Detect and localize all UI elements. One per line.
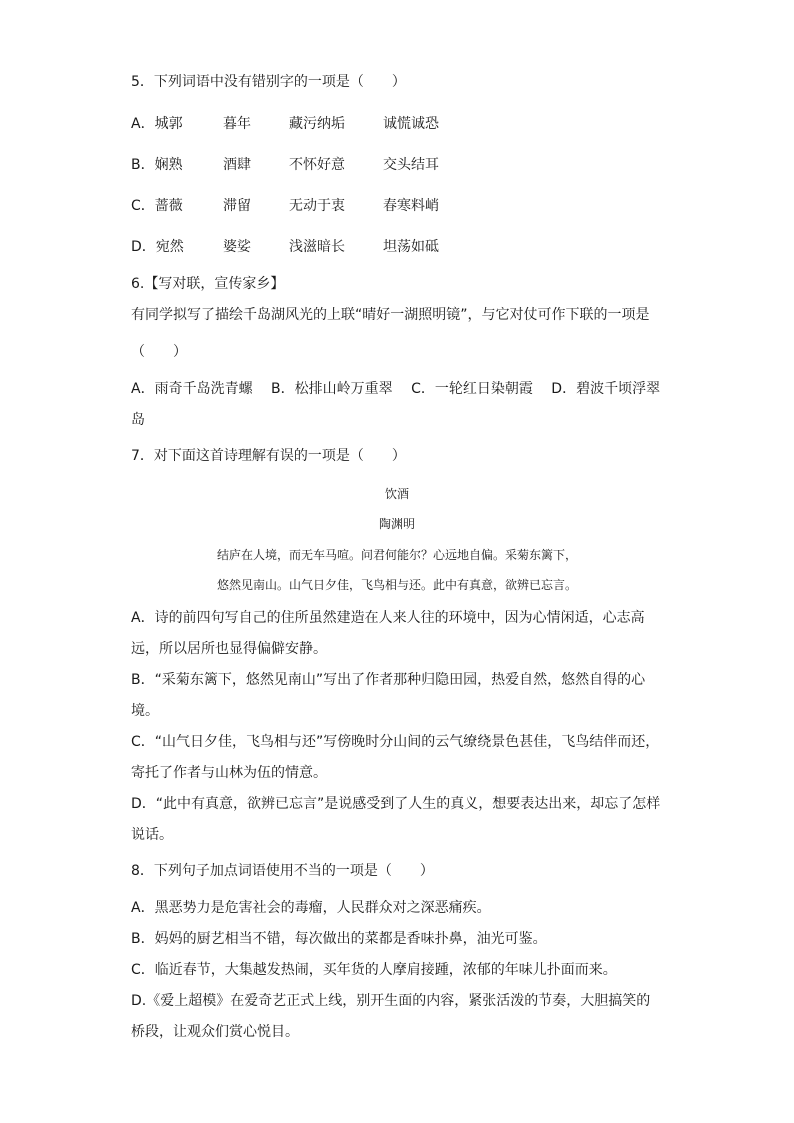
q8-option-d: D.《爱上超模》在爱奇艺正式上线，别开生面的内容，紧张活泼的节奏，大胆搞笑的 (131, 993, 651, 1009)
option-word: 藏污纳垢 (289, 116, 345, 132)
option-label: D．宛然 (131, 239, 184, 255)
poem-title: 饮酒 (384, 487, 409, 501)
q7-option-b: B．“采菊东篱下，悠然见南山”写出了作者那种归隐田园，热爱自然，悠然自得的心 (131, 672, 646, 688)
q6-paren: （ ） (131, 344, 187, 360)
q6-stem: 有同学拟写了描绘千岛湖风光的上联“晴好一湖照明镜”，与它对仗可作下联的一项是 (131, 307, 650, 323)
option-word: 婆娑 (223, 239, 251, 255)
poem-author: 陶渊明 (378, 517, 415, 531)
q7-stem: 7．对下面这首诗理解有误的一项是（ ） (131, 448, 406, 464)
option-label: B．娴熟 (131, 157, 183, 173)
option-word: 春寒料峭 (383, 198, 439, 214)
q8-option-a: A．黑恶势力是危害社会的毒瘤，人民群众对之深恶痛疾。 (131, 900, 491, 916)
option-word: 坦荡如砥 (383, 239, 439, 255)
q6-heading: 6.【写对联，宣传家乡】 (131, 276, 285, 292)
option-word: 诚慌诚恐 (383, 116, 439, 132)
q8-option-d-cont: 桥段，让观众们赏心悦目。 (131, 1024, 299, 1040)
poem-line: 结庐在人境，而无车马喧。问君何能尔？心远地自偏。采菊东篱下， (216, 548, 577, 562)
option-word: 滞留 (223, 198, 251, 214)
option-word: 不怀好意 (289, 157, 345, 173)
option-word: 酒肆 (223, 157, 251, 173)
option-label: C．蔷薇 (131, 198, 183, 214)
q8-stem: 8．下列句子加点词语使用不当的一项是（ ） (131, 863, 434, 879)
option-word: 浅滋暗长 (289, 239, 345, 255)
q6-options-wrap: 岛 (131, 412, 145, 428)
q7-option-d: D．“此中有真意，欲辨已忘言”是说感受到了人生的真义，想要表达出来，却忘了怎样 (131, 796, 661, 812)
option-word: 交头结耳 (383, 157, 439, 173)
option-label: A．城郭 (131, 116, 183, 132)
q7-option-a-cont: 远，所以居所也显得偏僻安静。 (131, 641, 327, 657)
q8-option-c: C．临近春节，大集越发热闹，买年货的人摩肩接踵，浓郁的年味儿扑面而来。 (131, 962, 617, 978)
q6-options: A．雨奇千岛洗青螺 B．松排山岭万重翠 C．一轮红日染朝霞 D．碧波千顷浮翠 (131, 381, 661, 397)
poem-line: 悠然见南山。山气日夕佳，飞鸟相与还。此中有真意，欲辨已忘言。 (216, 578, 577, 592)
q8-option-b: B．妈妈的厨艺相当不错，每次做出的菜都是香味扑鼻，油光可鉴。 (131, 931, 547, 947)
q5-stem: 5．下列词语中没有错别字的一项是（ ） (131, 74, 406, 90)
q7-option-a: A．诗的前四句写自己的住所虽然建造在人来人往的环境中，因为心情闲适，心志高 (131, 610, 645, 626)
q7-option-d-cont: 说话。 (131, 827, 173, 843)
q7-option-b-cont: 境。 (131, 703, 159, 719)
q7-option-c-cont: 寄托了作者与山林为伍的情意。 (131, 765, 327, 781)
option-word: 无动于衷 (289, 198, 345, 214)
q7-option-c: C．“山气日夕佳，飞鸟相与还”写傍晚时分山间的云气缭绕景色甚佳，飞鸟结伴而还， (131, 734, 660, 750)
option-word: 暮年 (223, 116, 251, 132)
